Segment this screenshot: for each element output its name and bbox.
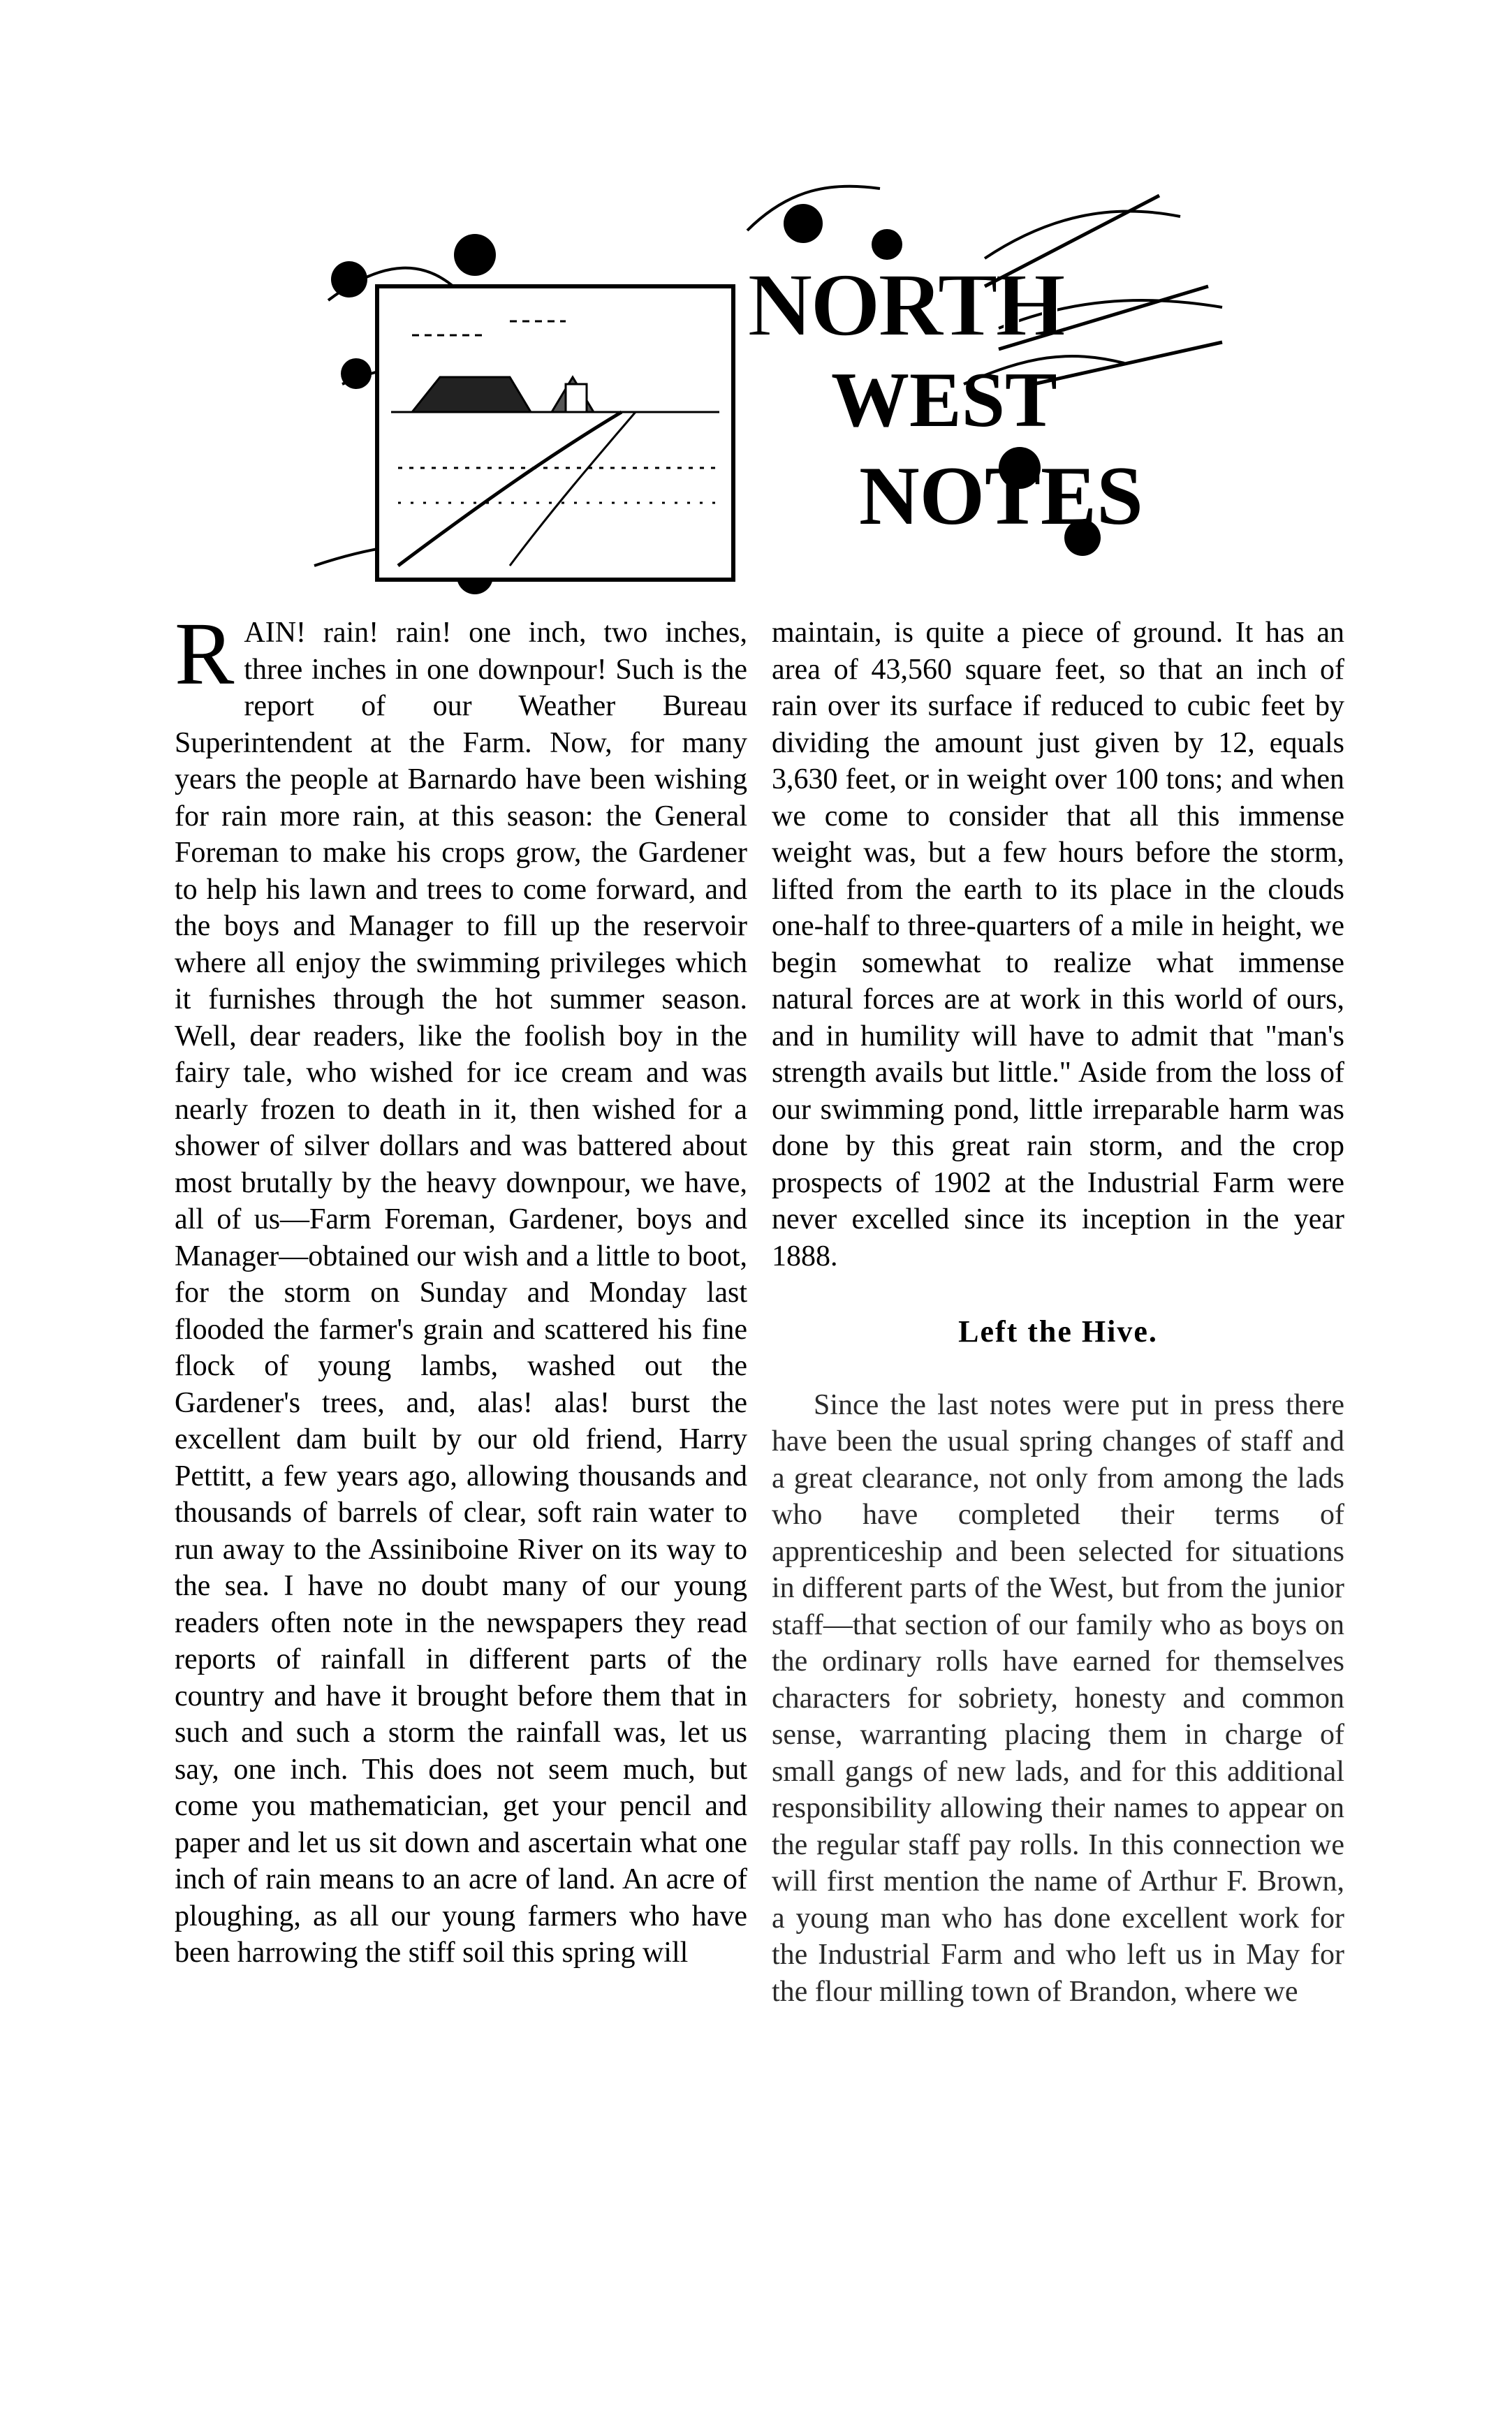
section-subheading: Left the Hive. [958,1314,1158,1349]
masthead-title-west: WEST [831,357,1057,443]
article-left-column [175,604,747,1972]
article-paragraph: maintain, is quite a piece of ground. It has an area of 43,560 square feet, so that an inch of rain over its surface if reduced to cubic feet by dividing the amount just given by 12, equals 3,630 feet, or in weight over 100 tons; and when we come to consider that all this immense weight was, but a few hours before the storm, lifted from the earth to its place in the clouds one-half to three-quarters of a mile in height, we begin somewhat to realize what immense natural forces are at work in this world of ours, and in humility will have to admit that "man's strength avails but little." Aside from the loss of our swimming pond, little irreparable harm was done by this great rain storm, and the crop prospects of 1902 at the Industrial Farm were never excelled since its inception in the year 1888. [772,617,1344,1272]
article-paragraph: Since the last notes were put in press there have been the usual spring changes of staff and a great clearance, not only from among the lads who have completed their terms of apprenticeship and been selected for situations in different parts of the West, but from the junior staff—that section of our family who as boys on the ordinary rolls have earned for themselves characters for sobriety, honesty and common sense, warranting placing them in charge of small gangs of new lads, and for this additional responsibility allowing their names to appear on the regular staff pay rolls. In this connection we will first mention the name of Arthur F. Brown, a young man who has done excellent work for the Industrial Farm and who left us in May for the flour milling town of Brandon, where we [772,1388,1344,2008]
article-text: AIN! rain! rain! one inch, two inches, three inches in one downpour! Such is the report of our Weather Bureau Superintendent at the Farm. Now, for many years the people at Barnardo have been wishing for rain more rain, at this season: the General Foreman to make his crops grow, the Gardener to help his lawn and trees to come forward, and the boys and Manager to fill up the reservoir where all enjoy the swimming privileges which it furnishes through the hot summer season. Well, dear readers, like the foolish boy in the fairy tale, who wished for ice cream and was nearly frozen to death in it, then wished for a shower of silver dollars and was battered about most brutally by the heavy downpour, we have, all of us—Farm Foreman, Gardener, boys and Manager—obtained our wish and a little to boot, for the storm on Sunday and Monday last flooded the farmer's grain and scattered his fine flock of young lambs, washed out the Gardener's trees, and, alas! alas! burst the excellent dam built by our old friend, Harry Pettitt, a few years ago, allowing thousands and thousands of barrels of clear, soft rain water to run away to the Assiniboine River on its way to the sea. I have no doubt many of our young readers often note in the newspapers they read reports of rainfall in different parts of the country and have it brought before them that in such and such a storm the rainfall was, let us say, one inch. This does not seem much, but come you mathematician, get your pencil and paper and let us sit down and ascertain what one inch of rain means to an acre of land. An acre of ploughing, as all our young farmers who have been harrowing the stiff soil this spring will [175,617,747,1969]
farm-scene-frame [377,286,733,580]
drop-cap: R [175,604,235,703]
article-paragraph [175,604,747,1972]
article-right-column [772,615,1344,2010]
masthead-illustration [300,175,1236,608]
masthead-title-north: NORTH [747,255,1064,355]
masthead-title-notes: NOTES [859,449,1143,542]
